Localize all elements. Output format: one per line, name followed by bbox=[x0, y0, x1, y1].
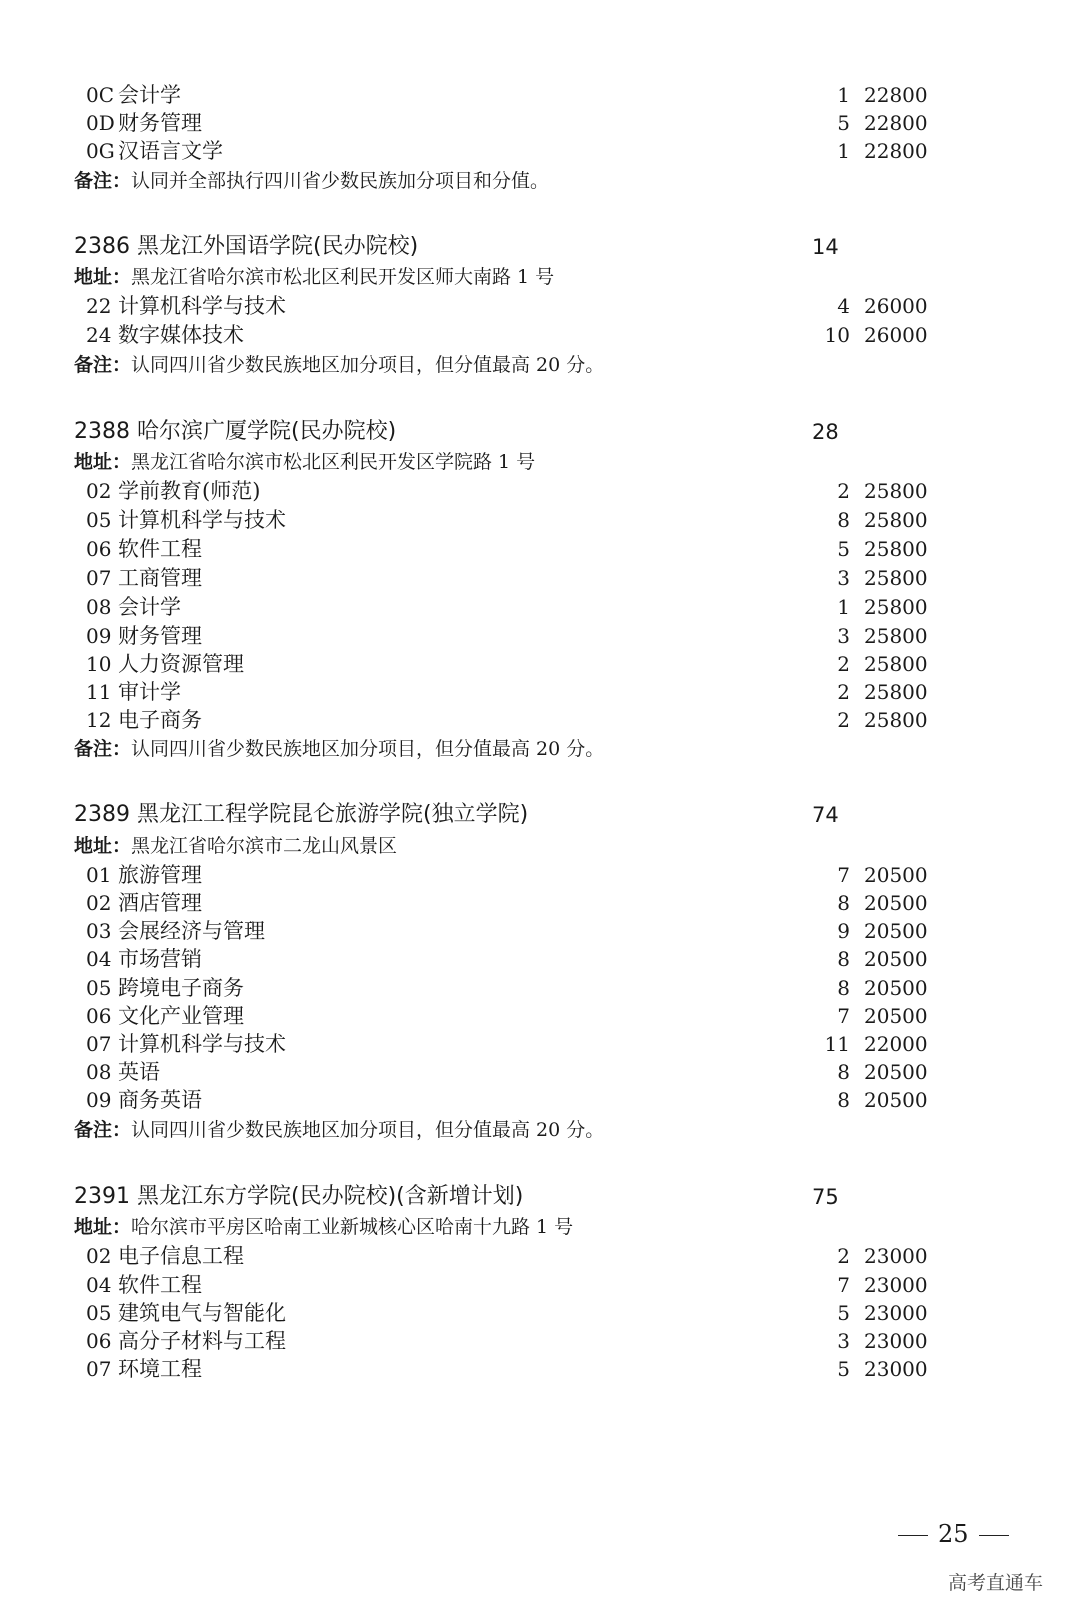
major-fee: 20500 bbox=[864, 863, 928, 887]
note-text: 认同并全部执行四川省少数民族加分项目和分值。 bbox=[131, 170, 550, 192]
major-fee: 25800 bbox=[864, 708, 928, 732]
major-code: 02 bbox=[86, 479, 112, 503]
major-row bbox=[0, 320, 1080, 350]
major-name: 酒店管理 bbox=[118, 891, 202, 915]
dash-left bbox=[898, 1535, 928, 1536]
major-code: 06 bbox=[86, 1004, 112, 1028]
major-name: 学前教育(师范) bbox=[118, 479, 261, 503]
institution-total: 74 bbox=[812, 803, 839, 827]
institution-address bbox=[74, 262, 554, 292]
major-code: 08 bbox=[86, 1060, 112, 1084]
major-row bbox=[0, 1057, 1080, 1087]
major-fee: 23000 bbox=[864, 1357, 928, 1381]
note-text: 认同四川省少数民族地区加分项目，但分值最高 20 分。 bbox=[131, 354, 605, 376]
major-fee: 23000 bbox=[864, 1301, 928, 1325]
major-name: 审计学 bbox=[118, 680, 181, 704]
major-code: 02 bbox=[86, 1244, 112, 1268]
address-label: 地址： bbox=[74, 1216, 132, 1238]
major-name: 计算机科学与技术 bbox=[118, 508, 286, 532]
note-label: 备注： bbox=[74, 354, 132, 376]
major-row bbox=[0, 888, 1080, 918]
major-code: 03 bbox=[86, 919, 112, 943]
major-count: 8 bbox=[837, 1088, 850, 1112]
page-number-text: 25 bbox=[938, 1520, 969, 1548]
major-name: 汉语言文学 bbox=[118, 139, 223, 163]
major-fee: 20500 bbox=[864, 947, 928, 971]
major-fee: 20500 bbox=[864, 891, 928, 915]
major-row bbox=[0, 136, 1080, 166]
major-fee: 25800 bbox=[864, 479, 928, 503]
address-label: 地址： bbox=[74, 451, 132, 473]
major-count: 1 bbox=[837, 595, 850, 619]
institution-title: 2388 哈尔滨广厦学院(民办院校) bbox=[74, 419, 397, 444]
major-row bbox=[0, 108, 1080, 138]
major-count: 8 bbox=[837, 976, 850, 1000]
major-fee: 25800 bbox=[864, 624, 928, 648]
major-row bbox=[0, 1085, 1080, 1115]
major-row bbox=[0, 916, 1080, 946]
major-fee: 23000 bbox=[864, 1329, 928, 1353]
major-fee: 22800 bbox=[864, 139, 928, 163]
major-row bbox=[0, 1326, 1080, 1356]
institution-header bbox=[0, 230, 1080, 264]
major-fee: 23000 bbox=[864, 1273, 928, 1297]
major-row bbox=[0, 1029, 1080, 1059]
major-count: 3 bbox=[837, 624, 850, 648]
major-name: 文化产业管理 bbox=[118, 1004, 244, 1028]
major-row bbox=[0, 476, 1080, 506]
major-count: 7 bbox=[837, 1004, 850, 1028]
major-fee: 25800 bbox=[864, 595, 928, 619]
note-text: 认同四川省少数民族地区加分项目，但分值最高 20 分。 bbox=[131, 1119, 605, 1141]
section-note bbox=[74, 166, 549, 196]
major-row bbox=[0, 860, 1080, 890]
major-row bbox=[0, 973, 1080, 1003]
major-name: 会计学 bbox=[118, 83, 181, 107]
major-name: 工商管理 bbox=[118, 566, 202, 590]
major-fee: 25800 bbox=[864, 566, 928, 590]
major-code: 22 bbox=[86, 294, 112, 318]
major-count: 5 bbox=[837, 111, 850, 135]
major-code: 10 bbox=[86, 652, 112, 676]
major-count: 5 bbox=[837, 1357, 850, 1381]
major-count: 11 bbox=[824, 1032, 850, 1056]
institution-header bbox=[0, 415, 1080, 449]
major-name: 财务管理 bbox=[118, 111, 202, 135]
major-row bbox=[0, 80, 1080, 110]
address-text: 黑龙江省哈尔滨市二龙山风景区 bbox=[131, 835, 398, 857]
major-fee: 22800 bbox=[864, 111, 928, 135]
major-code: 11 bbox=[86, 680, 112, 704]
major-name: 人力资源管理 bbox=[118, 652, 244, 676]
major-count: 5 bbox=[837, 537, 850, 561]
address-label: 地址： bbox=[74, 835, 132, 857]
major-row bbox=[0, 505, 1080, 535]
major-row bbox=[0, 1354, 1080, 1384]
major-code: 24 bbox=[86, 323, 112, 347]
major-count: 2 bbox=[837, 652, 850, 676]
major-code: 07 bbox=[86, 1032, 112, 1056]
major-row bbox=[0, 291, 1080, 321]
institution-total: 75 bbox=[812, 1185, 839, 1209]
address-label: 地址： bbox=[74, 266, 132, 288]
major-fee: 26000 bbox=[864, 323, 928, 347]
major-count: 5 bbox=[837, 1301, 850, 1325]
address-text: 黑龙江省哈尔滨市松北区利民开发区学院路 1 号 bbox=[131, 451, 536, 473]
major-row bbox=[0, 649, 1080, 679]
major-row bbox=[0, 677, 1080, 707]
major-fee: 25800 bbox=[864, 508, 928, 532]
major-count: 2 bbox=[837, 680, 850, 704]
major-count: 8 bbox=[837, 947, 850, 971]
major-count: 7 bbox=[837, 1273, 850, 1297]
major-code: 05 bbox=[86, 1301, 112, 1325]
major-name: 软件工程 bbox=[118, 537, 202, 561]
major-code: 0C bbox=[86, 83, 115, 107]
note-label: 备注： bbox=[74, 738, 132, 760]
major-code: 04 bbox=[86, 1273, 112, 1297]
major-code: 07 bbox=[86, 1357, 112, 1381]
major-fee: 22800 bbox=[864, 83, 928, 107]
major-name: 环境工程 bbox=[118, 1357, 202, 1381]
dash-right bbox=[979, 1535, 1009, 1536]
major-row bbox=[0, 534, 1080, 564]
major-row bbox=[0, 1001, 1080, 1031]
major-fee: 23000 bbox=[864, 1244, 928, 1268]
major-row bbox=[0, 592, 1080, 622]
section-note bbox=[74, 734, 604, 764]
major-name: 建筑电气与智能化 bbox=[118, 1301, 286, 1325]
major-fee: 20500 bbox=[864, 1088, 928, 1112]
institution-address bbox=[74, 447, 535, 477]
major-name: 财务管理 bbox=[118, 624, 202, 648]
major-fee: 20500 bbox=[864, 976, 928, 1000]
major-name: 会计学 bbox=[118, 595, 181, 619]
major-code: 06 bbox=[86, 537, 112, 561]
major-row bbox=[0, 1298, 1080, 1328]
major-code: 05 bbox=[86, 508, 112, 532]
major-fee: 25800 bbox=[864, 537, 928, 561]
institution-title: 2386 黑龙江外国语学院(民办院校) bbox=[74, 234, 419, 259]
major-name: 市场营销 bbox=[118, 947, 202, 971]
major-count: 8 bbox=[837, 1060, 850, 1084]
major-fee: 20500 bbox=[864, 1004, 928, 1028]
major-count: 4 bbox=[837, 294, 850, 318]
major-name: 旅游管理 bbox=[118, 863, 202, 887]
major-row bbox=[0, 621, 1080, 651]
major-count: 1 bbox=[837, 83, 850, 107]
major-code: 07 bbox=[86, 566, 112, 590]
major-name: 软件工程 bbox=[118, 1273, 202, 1297]
institution-header bbox=[0, 1180, 1080, 1214]
institution-header bbox=[0, 798, 1080, 832]
major-fee: 26000 bbox=[864, 294, 928, 318]
major-count: 2 bbox=[837, 1244, 850, 1268]
major-count: 10 bbox=[824, 323, 850, 347]
major-fee: 22000 bbox=[864, 1032, 928, 1056]
major-name: 跨境电子商务 bbox=[118, 976, 244, 1000]
institution-total: 28 bbox=[812, 420, 839, 444]
major-fee: 25800 bbox=[864, 652, 928, 676]
institution-title: 2391 黑龙江东方学院(民办院校)(含新增计划) bbox=[74, 1184, 524, 1209]
major-name: 计算机科学与技术 bbox=[118, 1032, 286, 1056]
major-name: 高分子材料与工程 bbox=[118, 1329, 286, 1353]
major-code: 09 bbox=[86, 624, 112, 648]
major-name: 英语 bbox=[118, 1060, 160, 1084]
major-fee: 20500 bbox=[864, 1060, 928, 1084]
note-label: 备注： bbox=[74, 1119, 132, 1141]
major-count: 1 bbox=[837, 139, 850, 163]
major-fee: 25800 bbox=[864, 680, 928, 704]
major-count: 3 bbox=[837, 566, 850, 590]
major-fee: 20500 bbox=[864, 919, 928, 943]
major-name: 数字媒体技术 bbox=[118, 323, 244, 347]
major-count: 8 bbox=[837, 891, 850, 915]
page-number bbox=[888, 1520, 1019, 1548]
major-code: 0D bbox=[86, 111, 115, 135]
institution-address bbox=[74, 1212, 573, 1242]
major-row bbox=[0, 944, 1080, 974]
address-text: 黑龙江省哈尔滨市松北区利民开发区师大南路 1 号 bbox=[131, 266, 555, 288]
major-name: 商务英语 bbox=[118, 1088, 202, 1112]
major-name: 会展经济与管理 bbox=[118, 919, 265, 943]
major-code: 12 bbox=[86, 708, 112, 732]
major-name: 电子商务 bbox=[118, 708, 202, 732]
note-text: 认同四川省少数民族地区加分项目，但分值最高 20 分。 bbox=[131, 738, 605, 760]
institution-address bbox=[74, 831, 397, 861]
major-code: 05 bbox=[86, 976, 112, 1000]
major-name: 电子信息工程 bbox=[118, 1244, 244, 1268]
major-count: 9 bbox=[837, 919, 850, 943]
major-count: 2 bbox=[837, 708, 850, 732]
major-code: 09 bbox=[86, 1088, 112, 1112]
institution-title: 2389 黑龙江工程学院昆仑旅游学院(独立学院) bbox=[74, 802, 529, 827]
major-count: 7 bbox=[837, 863, 850, 887]
section-note bbox=[74, 1115, 604, 1145]
institution-total: 14 bbox=[812, 235, 839, 259]
major-code: 02 bbox=[86, 891, 112, 915]
major-row bbox=[0, 705, 1080, 735]
major-code: 01 bbox=[86, 863, 112, 887]
major-row bbox=[0, 563, 1080, 593]
watermark-text: 高考直通车 bbox=[948, 1572, 1044, 1594]
major-code: 04 bbox=[86, 947, 112, 971]
major-count: 3 bbox=[837, 1329, 850, 1353]
major-name: 计算机科学与技术 bbox=[118, 294, 286, 318]
note-label: 备注： bbox=[74, 170, 132, 192]
major-row bbox=[0, 1241, 1080, 1271]
major-count: 8 bbox=[837, 508, 850, 532]
major-code: 0G bbox=[86, 139, 115, 163]
major-code: 06 bbox=[86, 1329, 112, 1353]
major-row bbox=[0, 1270, 1080, 1300]
major-code: 08 bbox=[86, 595, 112, 619]
address-text: 哈尔滨市平房区哈南工业新城核心区哈南十九路 1 号 bbox=[131, 1216, 574, 1238]
section-note bbox=[74, 350, 604, 380]
major-count: 2 bbox=[837, 479, 850, 503]
